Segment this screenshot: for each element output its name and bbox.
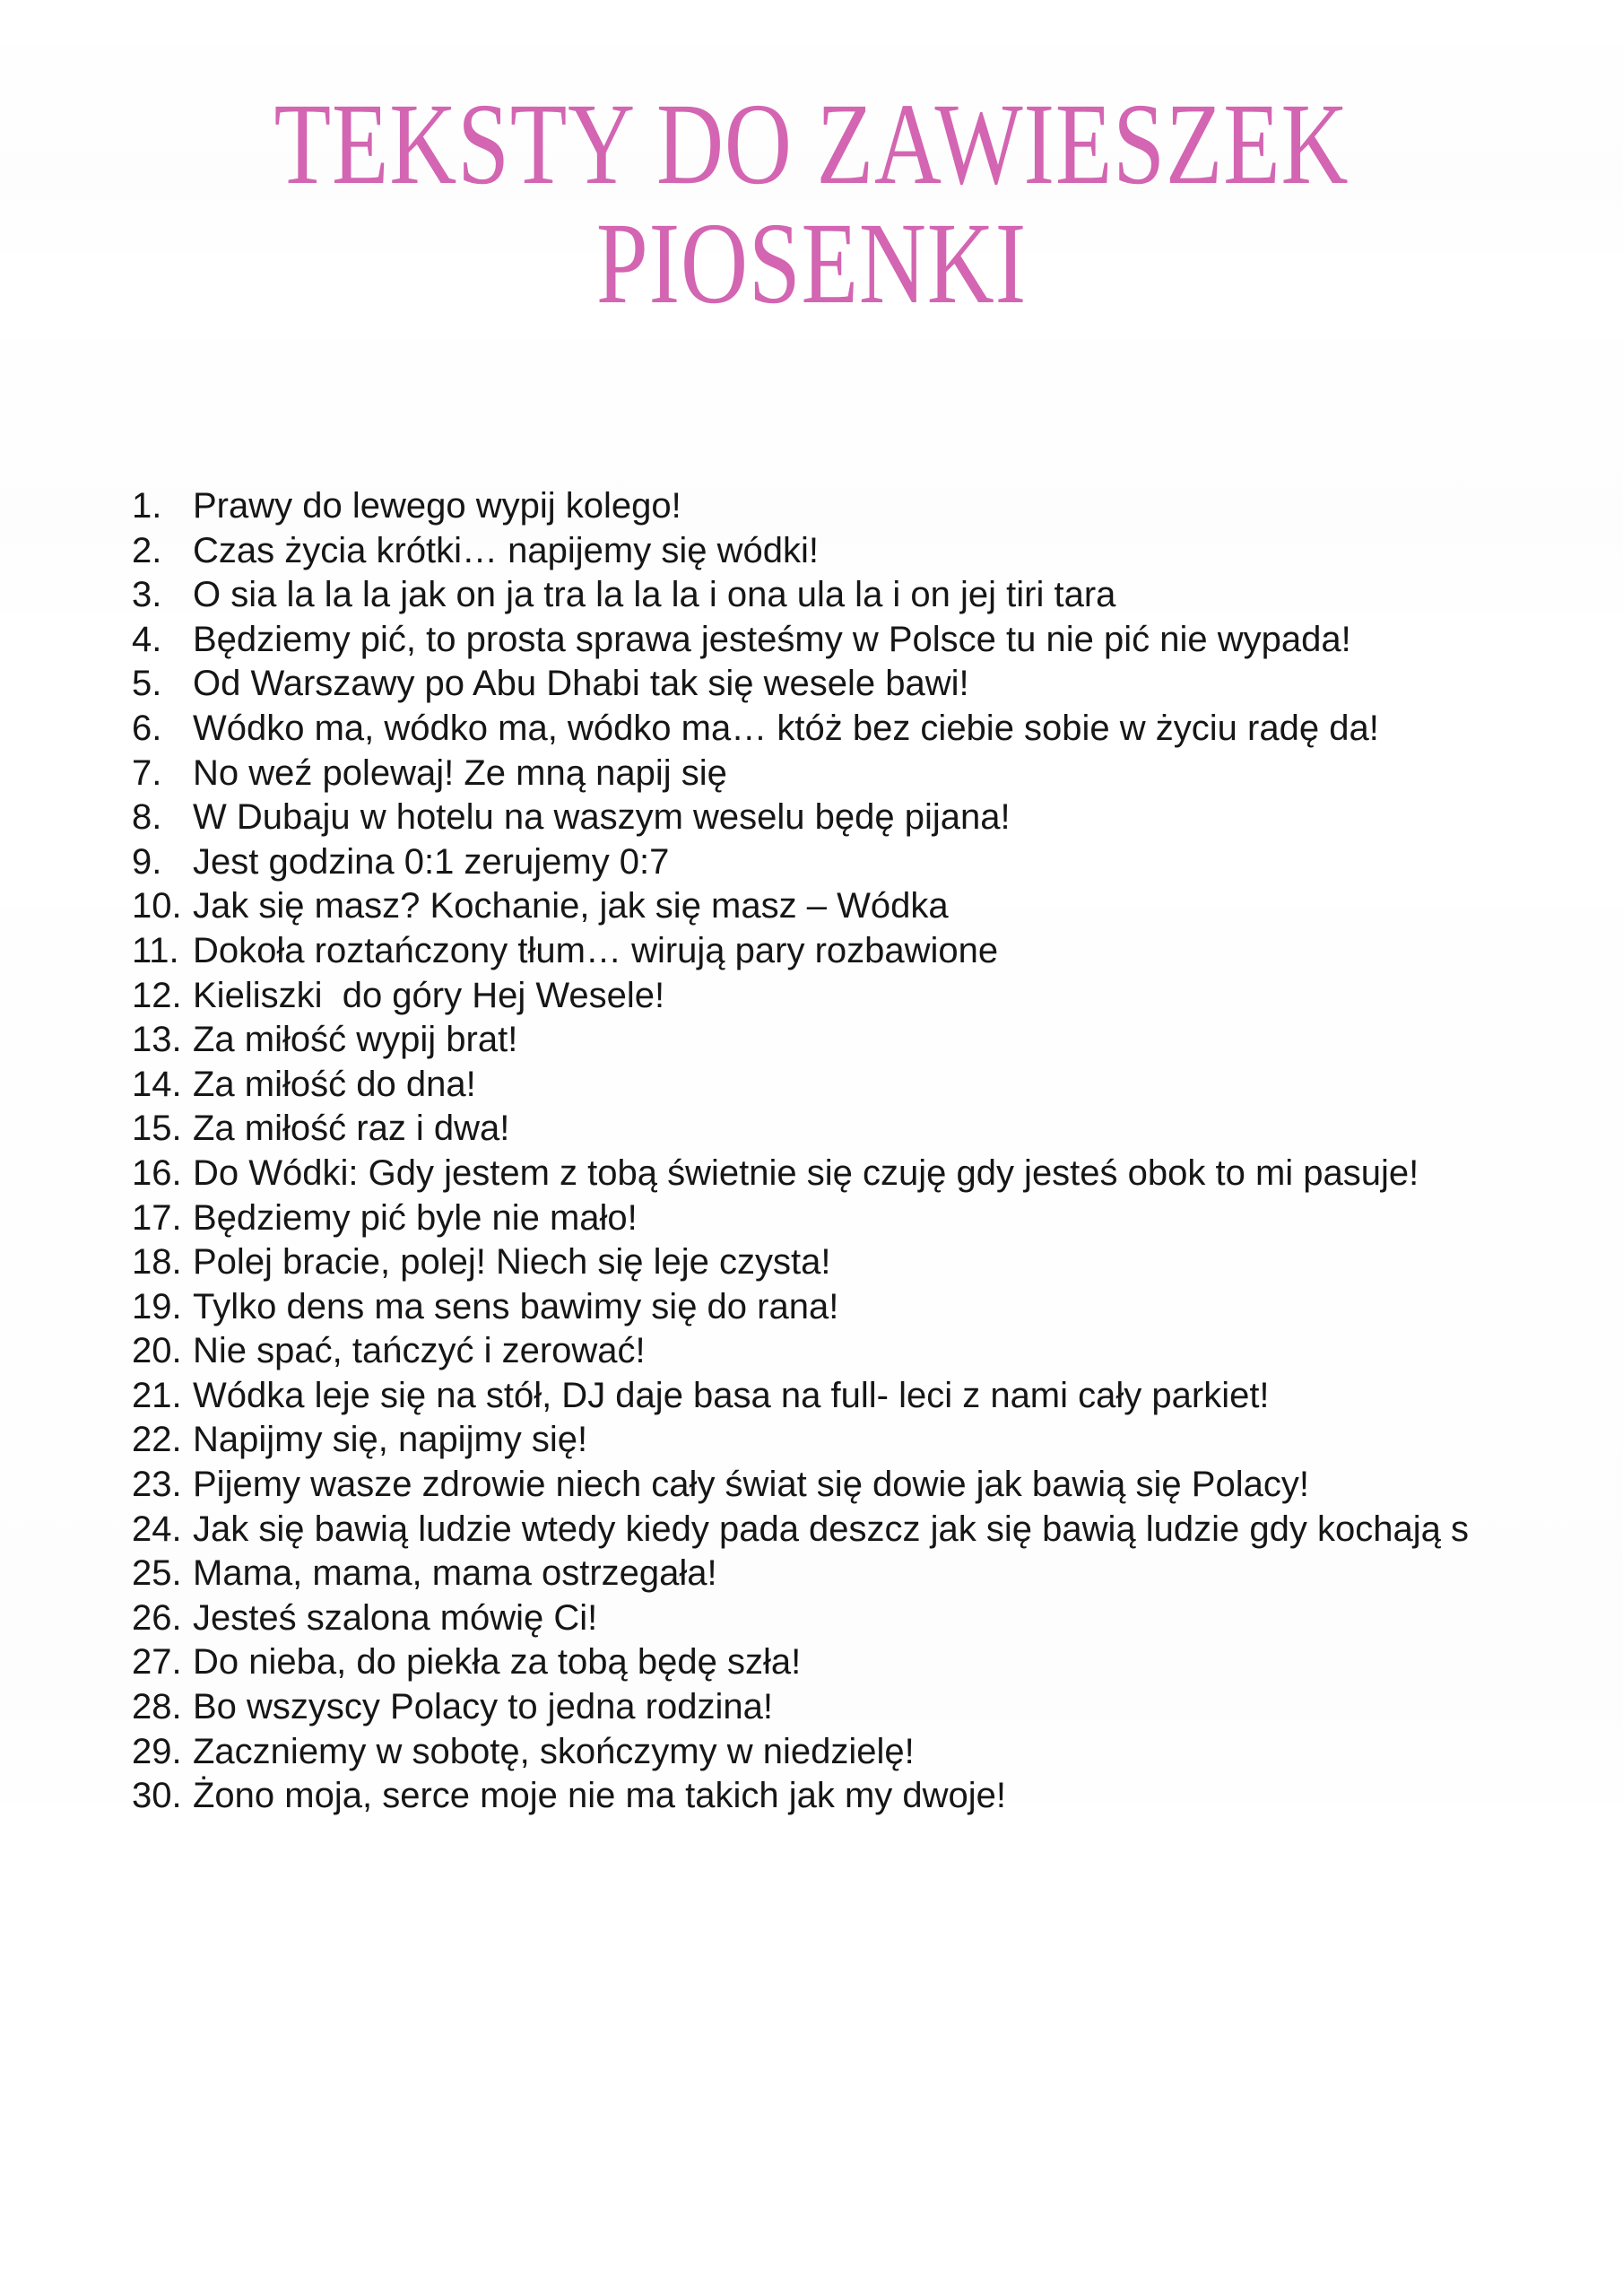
list-item-text: Żono moja, serce moje nie ma takich jak my dwoje! xyxy=(193,1776,1007,1816)
list-item xyxy=(0,1730,1623,1775)
list-item-text: Wódko ma, wódko ma, wódko ma… któż bez ciebie sobie w życiu radę da! xyxy=(193,708,1379,748)
list-item-number: 17. xyxy=(132,1197,182,1238)
list-item-number: 14. xyxy=(132,1064,182,1104)
list-item-number: 2. xyxy=(132,530,162,570)
list-item-number: 9. xyxy=(132,841,162,882)
list-item-text: Zaczniemy w sobotę, skończymy w niedzielę! xyxy=(193,1731,915,1771)
list-item-number: 12. xyxy=(132,975,182,1015)
list-item xyxy=(0,1463,1623,1508)
list-item-number: 8. xyxy=(132,797,162,838)
list-item-text: Czas życia krótki… napijemy się wódki! xyxy=(193,530,819,570)
list-item xyxy=(0,1374,1623,1419)
list-item-text: Kieliszki do góry Hej Wesele! xyxy=(193,975,665,1015)
list-item-text: Jesteś szalona mówię Ci! xyxy=(193,1597,598,1638)
list-item xyxy=(0,974,1623,1019)
list-item-text: Będziemy pić, to prosta sprawa jesteśmy w Polsce tu nie pić nie wypada! xyxy=(193,619,1351,659)
list-item xyxy=(0,1329,1623,1374)
list-item-number: 20. xyxy=(132,1331,182,1371)
list-item xyxy=(0,884,1623,929)
list-item xyxy=(0,1107,1623,1152)
list-item-number: 28. xyxy=(132,1687,182,1727)
list-item-number: 10. xyxy=(132,886,182,926)
list-item-number: 5. xyxy=(132,664,162,704)
list-item-number: 13. xyxy=(132,1020,182,1060)
list-item xyxy=(0,1508,1623,1552)
list-item xyxy=(0,529,1623,574)
list-item-number: 26. xyxy=(132,1597,182,1638)
list-item-number: 7. xyxy=(132,752,162,793)
list-item-text: Prawy do lewego wypij kolego! xyxy=(193,486,681,526)
list-item-number: 27. xyxy=(132,1642,182,1683)
list-item xyxy=(0,1063,1623,1108)
list-item-text: Za miłość raz i dwa! xyxy=(193,1109,510,1149)
list-item xyxy=(0,662,1623,707)
list-item xyxy=(0,484,1623,529)
list-item-text: Do Wódki: Gdy jestem z tobą świetnie się czuję gdy jesteś obok to mi pasuje! xyxy=(193,1152,1419,1193)
list-item xyxy=(0,1018,1623,1063)
list-item-number: 18. xyxy=(132,1242,182,1283)
list-item xyxy=(0,752,1623,796)
list-item-text: Dokoła roztańczony tłum… wirują pary rozbawione xyxy=(193,930,999,970)
list-item-number: 24. xyxy=(132,1509,182,1549)
list-item xyxy=(0,1196,1623,1241)
list-item-number: 21. xyxy=(132,1375,182,1415)
list-item xyxy=(0,707,1623,752)
list-item-text: Jak się masz? Kochanie, jak się masz – Wódka xyxy=(193,886,949,926)
list-item-number: 25. xyxy=(132,1553,182,1594)
list-item-text: Napijmy się, napijmy się! xyxy=(193,1420,588,1460)
list-item-number: 30. xyxy=(132,1776,182,1816)
list-item-text: No weź polewaj! Ze mną napij się xyxy=(193,752,727,793)
list-item xyxy=(0,796,1623,840)
song-list xyxy=(0,484,1623,1819)
list-item-text: Bo wszyscy Polacy to jedna rodzina! xyxy=(193,1687,773,1727)
list-item-text: Będziemy pić byle nie mało! xyxy=(193,1197,638,1238)
page-title xyxy=(162,80,1461,328)
list-item-text: W Dubaju w hotelu na waszym weselu będę pijana! xyxy=(193,797,1011,838)
list-item-number: 16. xyxy=(132,1152,182,1193)
list-item xyxy=(0,840,1623,885)
list-item xyxy=(0,1418,1623,1463)
list-item-number: 23. xyxy=(132,1465,182,1505)
list-item-text: Nie spać, tańczyć i zerować! xyxy=(193,1331,646,1371)
list-item-text: Do nieba, do piekła za tobą będę szła! xyxy=(193,1642,802,1683)
list-item xyxy=(0,1285,1623,1330)
list-item xyxy=(0,1685,1623,1730)
page-title-line1: TEKSTY DO ZAWIESZEK xyxy=(273,80,1350,209)
list-item-text: Tylko dens ma sens bawimy się do rana! xyxy=(193,1286,839,1326)
list-item-text: Za miłość do dna! xyxy=(193,1064,476,1104)
list-item xyxy=(0,1774,1623,1819)
list-item xyxy=(0,1552,1623,1596)
list-item xyxy=(0,1640,1623,1685)
list-item-number: 15. xyxy=(132,1109,182,1149)
list-item-text: Jest godzina 0:1 zerujemy 0:7 xyxy=(193,841,670,882)
list-item xyxy=(0,929,1623,974)
list-item-text: Jak się bawią ludzie wtedy kiedy pada deszcz jak się bawią ludzie gdy kochają s xyxy=(193,1509,1469,1549)
list-item-number: 19. xyxy=(132,1286,182,1326)
list-item-text: Pijemy wasze zdrowie niech cały świat się dowie jak bawią się Polacy! xyxy=(193,1465,1309,1505)
list-item-number: 22. xyxy=(132,1420,182,1460)
list-item-number: 4. xyxy=(132,619,162,659)
list-item-text: O sia la la la jak on ja tra la la la i ona ula la i on jej tiri tara xyxy=(193,575,1116,615)
list-item-number: 29. xyxy=(132,1731,182,1771)
list-item xyxy=(0,1240,1623,1285)
list-item-text: Od Warszawy po Abu Dhabi tak się wesele bawi! xyxy=(193,664,969,704)
page-title-line2: PIOSENKI xyxy=(595,199,1028,328)
list-item xyxy=(0,1152,1623,1196)
list-item-number: 3. xyxy=(132,575,162,615)
list-item-number: 6. xyxy=(132,708,162,748)
list-item-text: Wódka leje się na stół, DJ daje basa na full- leci z nami cały parkiet! xyxy=(193,1375,1270,1415)
list-item-number: 1. xyxy=(132,486,162,526)
list-item xyxy=(0,573,1623,618)
list-item xyxy=(0,618,1623,663)
list-item-number: 11. xyxy=(132,930,179,970)
list-item-text: Za miłość wypij brat! xyxy=(193,1020,518,1060)
list-item xyxy=(0,1596,1623,1641)
list-item-text: Polej bracie, polej! Niech się leje czysta! xyxy=(193,1242,831,1283)
list-item-text: Mama, mama, mama ostrzegała! xyxy=(193,1553,717,1594)
